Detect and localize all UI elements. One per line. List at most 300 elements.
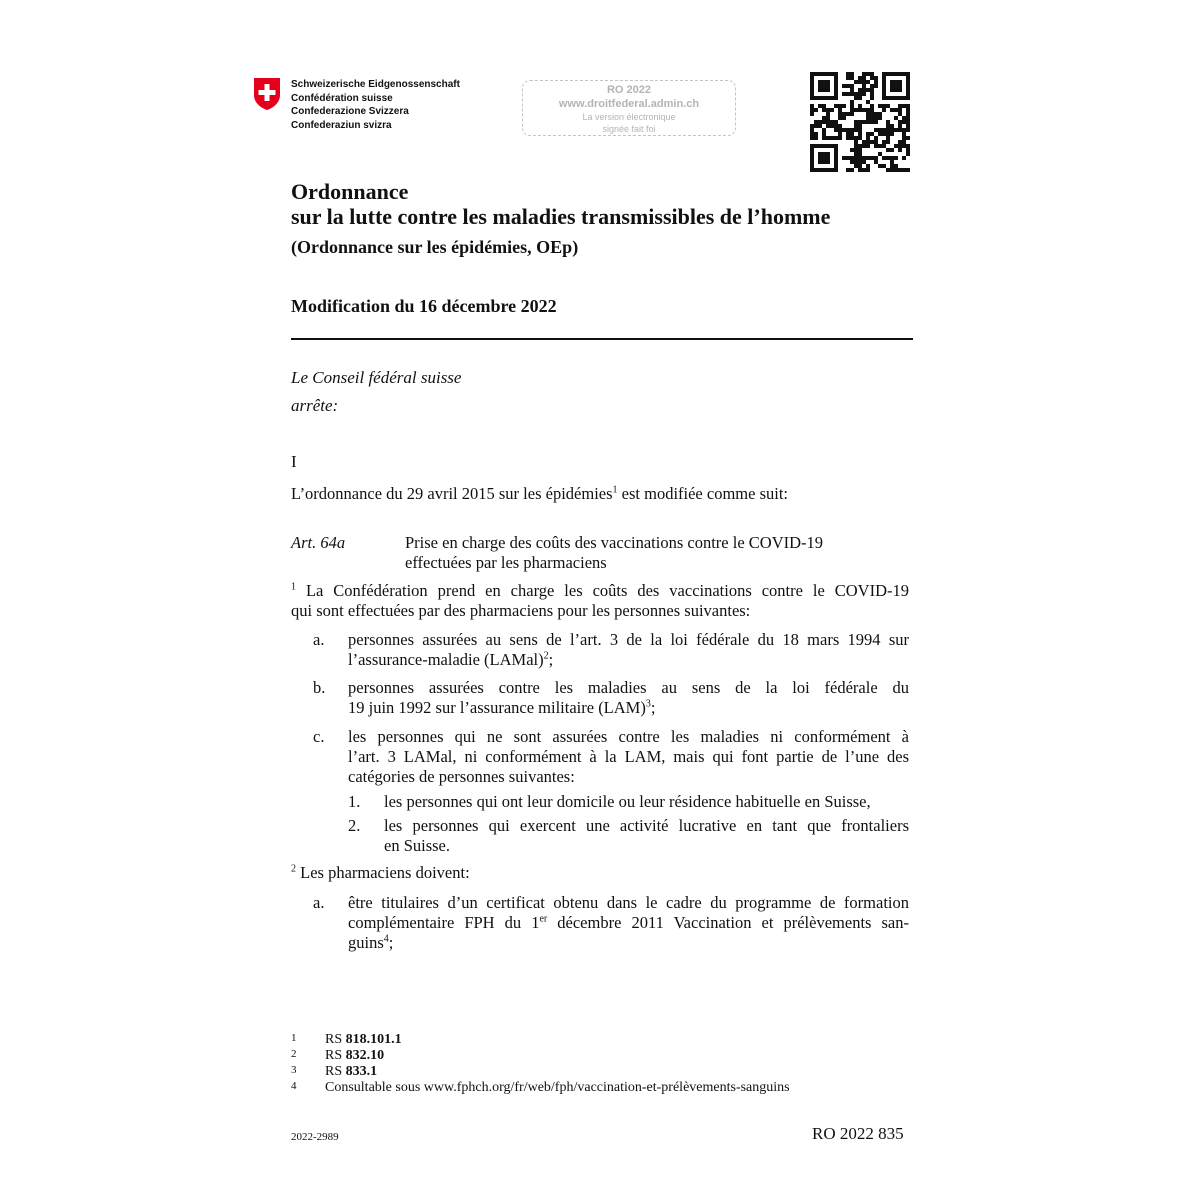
qr-module	[814, 96, 818, 100]
qr-module	[834, 152, 838, 156]
qr-module	[838, 116, 842, 120]
qr-module	[878, 152, 882, 156]
qr-module	[854, 92, 858, 96]
qr-module	[830, 168, 834, 172]
article-title-line-2: effectuées par les pharmaciens	[405, 553, 607, 572]
qr-module	[858, 144, 862, 148]
qr-module	[814, 168, 818, 172]
qr-module	[818, 120, 822, 124]
qr-module	[826, 144, 830, 148]
qr-module	[898, 124, 902, 128]
qr-module	[866, 164, 870, 168]
qr-module	[842, 84, 846, 88]
qr-module	[898, 148, 902, 152]
qr-module	[822, 132, 826, 136]
qr-module	[898, 128, 902, 132]
paragraph-1	[291, 581, 909, 621]
qr-module	[862, 92, 866, 96]
document-subtitle: sur la lutte contre les maladies transmissibles de l’homme	[291, 204, 831, 229]
qr-module	[882, 88, 886, 92]
qr-module	[846, 92, 850, 96]
qr-module	[878, 112, 882, 116]
qr-module	[834, 148, 838, 152]
qr-module	[826, 88, 830, 92]
qr-module	[822, 156, 826, 160]
paragraph-1-line-1: $^1$ La Confédération prend en charge les coûts des vaccinations contre le COVID-19	[291, 581, 909, 600]
qr-module	[850, 92, 854, 96]
qr-module	[866, 136, 870, 140]
qr-module	[834, 128, 838, 132]
qr-module	[838, 104, 842, 108]
qr-module	[906, 72, 910, 76]
footnote-ref-4: 4	[383, 933, 389, 945]
qr-module	[810, 160, 814, 164]
qr-module	[902, 144, 906, 148]
qr-module	[826, 120, 830, 124]
qr-module	[810, 84, 814, 88]
qr-module	[850, 84, 854, 88]
qr-module	[886, 140, 890, 144]
qr-module	[810, 156, 814, 160]
qr-module	[822, 116, 826, 120]
qr-module	[826, 112, 830, 116]
qr-module	[846, 136, 850, 140]
qr-module	[906, 116, 910, 120]
qr-module	[890, 160, 894, 164]
qr-module	[854, 108, 858, 112]
qr-module	[906, 128, 910, 132]
qr-module	[866, 120, 870, 124]
modification-date: Modification du 16 décembre 2022	[291, 296, 557, 316]
qr-module	[890, 168, 894, 172]
qr-module	[814, 72, 818, 76]
qr-module	[810, 136, 814, 140]
qr-module	[822, 72, 826, 76]
qr-module	[878, 116, 882, 120]
qr-module	[826, 80, 830, 84]
qr-module	[810, 92, 814, 96]
electronic-signature-stamp	[522, 80, 736, 136]
qr-module	[850, 148, 854, 152]
qr-module	[814, 132, 818, 136]
qr-module	[822, 160, 826, 164]
list-item-label: b.	[313, 678, 326, 697]
official-compilation-number: RO 2022 835	[812, 1124, 904, 1143]
qr-module	[810, 148, 814, 152]
qr-module	[874, 84, 878, 88]
qr-module	[810, 124, 814, 128]
qr-module	[838, 136, 842, 140]
qr-module	[886, 124, 890, 128]
qr-module	[834, 72, 838, 76]
qr-module	[810, 128, 814, 132]
qr-module	[862, 76, 866, 80]
qr-module	[906, 92, 910, 96]
footnote-ref-3: 3	[645, 698, 651, 710]
qr-module	[862, 120, 866, 124]
qr-module	[850, 168, 854, 172]
qr-module	[886, 168, 890, 172]
qr-module	[846, 72, 850, 76]
qr-module	[874, 160, 878, 164]
qr-module	[886, 120, 890, 124]
qr-module	[906, 168, 910, 172]
government-names	[291, 78, 460, 132]
qr-module	[846, 168, 850, 172]
paragraph-2: $^2$ Les pharmaciens doivent:	[291, 863, 470, 882]
qr-module	[810, 72, 814, 76]
qr-module	[882, 72, 886, 76]
qr-module	[810, 168, 814, 172]
qr-module	[870, 76, 874, 80]
qr-module	[846, 112, 850, 116]
qr-module	[858, 128, 862, 132]
qr-module	[898, 84, 902, 88]
qr-module	[898, 80, 902, 84]
qr-module	[854, 148, 858, 152]
qr-module	[826, 72, 830, 76]
qr-module	[850, 132, 854, 136]
qr-module	[834, 160, 838, 164]
qr-module	[810, 80, 814, 84]
qr-module	[886, 132, 890, 136]
qr-module	[874, 116, 878, 120]
qr-module	[826, 84, 830, 88]
qr-module	[854, 156, 858, 160]
qr-module	[870, 92, 874, 96]
qr-module	[850, 72, 854, 76]
qr-module	[854, 160, 858, 164]
qr-module	[846, 84, 850, 88]
title-divider	[291, 338, 913, 340]
sub-list-item-label: 1.	[348, 792, 361, 811]
qr-module	[870, 96, 874, 100]
qr-module	[874, 136, 878, 140]
qr-module	[882, 76, 886, 80]
qr-module	[902, 104, 906, 108]
qr-module	[902, 136, 906, 140]
qr-module	[810, 108, 814, 112]
qr-module	[842, 116, 846, 120]
qr-module	[818, 144, 822, 148]
qr-module	[850, 76, 854, 80]
qr-module	[822, 144, 826, 148]
qr-module	[826, 96, 830, 100]
qr-module	[898, 120, 902, 124]
qr-module	[906, 148, 910, 152]
qr-module	[854, 96, 858, 100]
qr-module	[890, 156, 894, 160]
qr-module	[882, 140, 886, 144]
qr-module	[858, 164, 862, 168]
qr-module	[898, 140, 902, 144]
qr-module	[810, 104, 814, 108]
gov-name-fr: Confédération suisse	[291, 92, 393, 104]
qr-module	[814, 136, 818, 140]
qr-module	[826, 136, 830, 140]
qr-module	[834, 156, 838, 160]
qr-module	[810, 152, 814, 156]
qr-module	[886, 128, 890, 132]
qr-module	[866, 108, 870, 112]
qr-module	[866, 144, 870, 148]
qr-module	[822, 128, 826, 132]
qr-module	[874, 80, 878, 84]
qr-module	[894, 156, 898, 160]
qr-module	[858, 80, 862, 84]
qr-module	[814, 144, 818, 148]
qr-module	[902, 72, 906, 76]
qr-module	[882, 156, 886, 160]
qr-module	[894, 128, 898, 132]
intro-rest: est modifiée comme suit:	[617, 484, 788, 503]
qr-module	[858, 120, 862, 124]
qr-module	[870, 84, 874, 88]
qr-module	[854, 164, 858, 168]
qr-module	[890, 80, 894, 84]
qr-module	[850, 156, 854, 160]
qr-module	[818, 104, 822, 108]
qr-module	[858, 168, 862, 172]
qr-module	[870, 88, 874, 92]
qr-module	[898, 72, 902, 76]
qr-module	[858, 92, 862, 96]
qr-module	[834, 124, 838, 128]
qr-module	[874, 112, 878, 116]
qr-module	[826, 168, 830, 172]
qr-module	[882, 128, 886, 132]
qr-module	[830, 108, 834, 112]
qr-module	[810, 112, 814, 116]
qr-module	[906, 76, 910, 80]
qr-module	[822, 88, 826, 92]
qr-module	[822, 136, 826, 140]
qr-module	[866, 72, 870, 76]
qr-module	[890, 72, 894, 76]
qr-module	[870, 108, 874, 112]
qr-module	[854, 128, 858, 132]
qr-module	[866, 156, 870, 160]
qr-module	[818, 160, 822, 164]
qr-module	[858, 132, 862, 136]
qr-module	[882, 96, 886, 100]
qr-module	[834, 80, 838, 84]
qr-module	[822, 104, 826, 108]
qr-module	[850, 112, 854, 116]
qr-module	[818, 168, 822, 172]
qr-module	[870, 132, 874, 136]
qr-module	[902, 116, 906, 120]
preamble-council: Le Conseil fédéral suisse	[291, 368, 462, 387]
article-title-line-1: Prise en charge des coûts des vaccinations contre le COVID-19	[405, 533, 824, 552]
qr-module	[870, 72, 874, 76]
qr-module	[814, 120, 818, 124]
qr-module	[882, 144, 886, 148]
qr-module	[846, 76, 850, 80]
qr-module	[882, 164, 886, 168]
qr-module	[850, 100, 854, 104]
qr-module	[906, 96, 910, 100]
qr-module	[874, 76, 878, 80]
qr-module	[890, 84, 894, 88]
qr-module	[858, 136, 862, 140]
qr-module	[866, 112, 870, 116]
sub-list-item-label: 2.	[348, 816, 361, 835]
qr-module	[862, 72, 866, 76]
qr-module	[878, 132, 882, 136]
qr-module	[822, 168, 826, 172]
qr-module	[810, 132, 814, 136]
document-short-title: (Ordonnance sur les épidémies, OEp)	[291, 237, 579, 257]
qr-module	[874, 156, 878, 160]
qr-module	[906, 84, 910, 88]
qr-module	[858, 88, 862, 92]
paragraph-number-2: 2	[291, 863, 296, 875]
qr-module	[894, 108, 898, 112]
qr-module	[854, 124, 858, 128]
qr-module	[866, 80, 870, 84]
qr-module	[866, 100, 870, 104]
qr-module	[906, 104, 910, 108]
stamp-note-2: signée fait foi	[602, 124, 656, 134]
qr-module	[858, 104, 862, 108]
qr-module	[886, 104, 890, 108]
qr-module	[902, 96, 906, 100]
qr-module	[850, 104, 854, 108]
qr-module	[810, 76, 814, 80]
qr-module	[886, 136, 890, 140]
qr-module	[870, 112, 874, 116]
qr-module	[818, 152, 822, 156]
qr-module	[818, 124, 822, 128]
qr-module	[898, 112, 902, 116]
qr-module	[822, 108, 826, 112]
qr-module	[814, 108, 818, 112]
qr-module	[818, 88, 822, 92]
qr-module	[810, 88, 814, 92]
document-reference: 2022-2989	[291, 1131, 339, 1143]
qr-module	[902, 168, 906, 172]
qr-module	[834, 136, 838, 140]
qr-module	[834, 120, 838, 124]
qr-module	[810, 144, 814, 148]
swiss-coat-of-arms-icon	[253, 77, 281, 111]
qr-module	[898, 108, 902, 112]
section-number: I	[291, 452, 297, 471]
qr-module	[890, 132, 894, 136]
qr-module	[906, 112, 910, 116]
qr-module	[898, 104, 902, 108]
qr-module	[854, 144, 858, 148]
qr-module	[854, 152, 858, 156]
qr-module	[842, 112, 846, 116]
qr-module	[854, 136, 858, 140]
qr-module	[846, 128, 850, 132]
qr-module	[890, 124, 894, 128]
qr-module	[842, 92, 846, 96]
qr-module	[850, 136, 854, 140]
qr-module	[834, 164, 838, 168]
qr-module	[814, 124, 818, 128]
qr-module	[858, 152, 862, 156]
qr-module	[850, 128, 854, 132]
qr-module	[902, 156, 906, 160]
qr-module	[838, 124, 842, 128]
gov-name-rm: Confederaziun svizra	[291, 119, 392, 131]
qr-module	[858, 108, 862, 112]
qr-module	[842, 128, 846, 132]
qr-module	[906, 124, 910, 128]
qr-module	[810, 96, 814, 100]
qr-module	[890, 128, 894, 132]
stamp-ro: RO 2022	[606, 84, 652, 96]
qr-module	[850, 160, 854, 164]
footnote-ref-1: 1	[612, 484, 618, 496]
stamp-note-1: La version électronique	[582, 112, 676, 122]
stamp-url: www.droitfederal.admin.ch	[558, 98, 700, 110]
qr-module	[834, 76, 838, 80]
qr-module	[898, 168, 902, 172]
qr-module	[894, 80, 898, 84]
qr-module	[854, 80, 858, 84]
qr-module	[834, 168, 838, 172]
qr-module	[826, 116, 830, 120]
qr-module	[870, 116, 874, 120]
qr-module	[850, 88, 854, 92]
qr-module	[822, 152, 826, 156]
qr-module	[870, 104, 874, 108]
qr-module	[822, 96, 826, 100]
qr-module	[830, 120, 834, 124]
qr-module	[882, 84, 886, 88]
list-item-label: a.	[313, 893, 325, 912]
intro-paragraph	[291, 484, 911, 504]
qr-module	[838, 128, 842, 132]
qr-module	[902, 140, 906, 144]
qr-module	[818, 80, 822, 84]
qr-module	[818, 72, 822, 76]
qr-module	[850, 108, 854, 112]
qr-module	[898, 144, 902, 148]
qr-code-icon	[810, 72, 910, 172]
qr-module	[826, 156, 830, 160]
preamble-decree: arrête:	[291, 396, 339, 415]
qr-module	[862, 84, 866, 88]
qr-module	[866, 140, 870, 144]
qr-module	[878, 104, 882, 108]
qr-module	[862, 168, 866, 172]
qr-module	[842, 104, 846, 108]
list-item-label: c.	[313, 727, 325, 746]
qr-module	[866, 88, 870, 92]
qr-module	[890, 88, 894, 92]
qr-module	[862, 108, 866, 112]
qr-module	[822, 84, 826, 88]
qr-module	[866, 168, 870, 172]
qr-module	[818, 96, 822, 100]
qr-module	[830, 144, 834, 148]
document-title: Ordonnance	[291, 179, 409, 204]
qr-module	[882, 132, 886, 136]
qr-module	[810, 164, 814, 168]
qr-module	[874, 128, 878, 132]
list-item-label: a.	[313, 630, 325, 649]
qr-module	[838, 112, 842, 116]
qr-module	[858, 156, 862, 160]
qr-module	[886, 148, 890, 152]
qr-module	[902, 132, 906, 136]
qr-module	[906, 144, 910, 148]
